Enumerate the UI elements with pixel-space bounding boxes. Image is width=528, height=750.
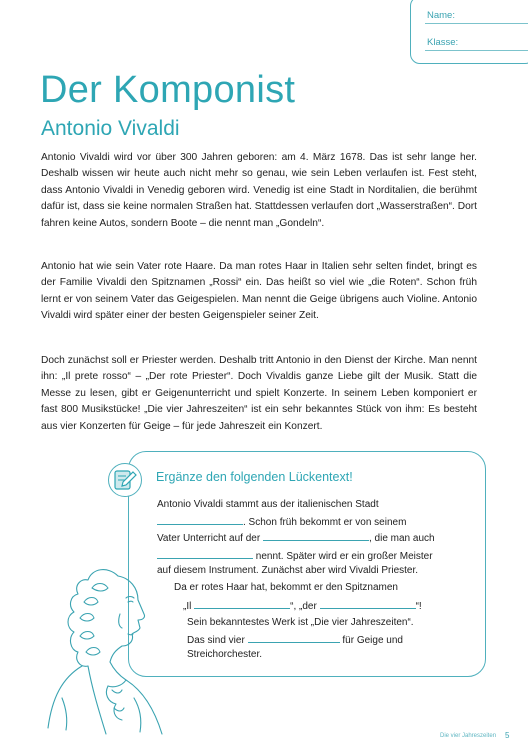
cloze-line-1 bbox=[157, 498, 379, 512]
cloze-text-segment: auf diesem Instrument. Zunächst aber wird Vivaldi Priester. bbox=[157, 565, 419, 576]
cloze-text-segment: “, „der bbox=[290, 601, 317, 612]
cloze-line-2 bbox=[157, 514, 406, 530]
page-number: 5 bbox=[505, 731, 510, 740]
blank-instrument[interactable] bbox=[263, 530, 369, 541]
paragraph-red-hair: Antonio hat wie sein Vater rote Haare. Da man rotes Haar in Italien sehr selten findet, bringt es der Familie Vivaldi den Spitznamen „Rossi“ ein. Das heißt so viel wie „die Roten“. Schon früh lernt er von seinem Vater das Geigespielen. Man nennt die Geige übrigens auch Violine. Antonio Vivaldi wird später einer der besten Geigenspieler seiner Zeit. bbox=[41, 261, 477, 322]
cloze-line-9 bbox=[187, 632, 403, 648]
class-label: Klasse: bbox=[427, 37, 459, 48]
pencil-badge bbox=[108, 463, 142, 497]
class-line[interactable] bbox=[425, 50, 528, 51]
cloze-line-7 bbox=[183, 598, 422, 614]
cloze-line-3 bbox=[157, 530, 435, 546]
cloze-text-segment: Da er rotes Haar hat, bekommt er den Spitznamen bbox=[174, 582, 398, 593]
cloze-line-5 bbox=[157, 564, 418, 578]
paragraph-birth: Antonio Vivaldi wird vor über 300 Jahren geboren: am 4. März 1678. Das ist sehr lange her. Deshalb wissen wir heute auch nicht mehr so genau, wie sein Leben verlaufen ist. Fest steht, dass Antonio Vivaldi in Venedig geboren wird. Venedig ist eine Stadt in Norditalien, die berühmt dafür ist, dass sie keine normalen Straßen hat. Stattdessen verlaufen dort „Wasserstraßen“. Dort fahren keine Autos, sondern Boote – die nennt man „Gondeln“. bbox=[41, 152, 477, 229]
cloze-text-segment: Antonio Vivaldi stammt aus der italienischen Stadt bbox=[157, 499, 379, 510]
cloze-text-segment: Vater Unterricht auf der bbox=[157, 533, 261, 544]
page-subtitle: Antonio Vivaldi bbox=[41, 117, 180, 140]
cloze-line-10 bbox=[187, 648, 262, 662]
cloze-text-segment: , die man auch bbox=[368, 533, 435, 544]
cloze-text-segment: „Il bbox=[183, 601, 192, 612]
pencil-icon bbox=[113, 468, 137, 492]
cloze-text-segment: . Schon früh bekommt er von seinem bbox=[243, 517, 407, 528]
cloze-text-segment: “! bbox=[415, 601, 422, 612]
name-class-box bbox=[410, 0, 528, 64]
name-label: Name: bbox=[427, 10, 455, 21]
cloze-text-segment: nennt. Später wird er ein großer Meister bbox=[255, 551, 433, 562]
page-title: Der Komponist bbox=[40, 69, 296, 111]
cloze-line-4 bbox=[157, 548, 433, 564]
cloze-text-segment: Streichorchester. bbox=[187, 649, 263, 660]
cloze-line-8 bbox=[187, 616, 414, 630]
cloze-line-6 bbox=[174, 581, 398, 595]
blank-concertos[interactable] bbox=[248, 632, 340, 643]
vivaldi-portrait-illustration bbox=[22, 558, 172, 738]
blank-city[interactable] bbox=[157, 514, 243, 525]
blank-nickname-italian[interactable] bbox=[194, 598, 290, 609]
cloze-text-segment: Das sind vier bbox=[187, 635, 245, 646]
name-line[interactable] bbox=[425, 23, 528, 24]
task-title: Ergänze den folgenden Lückentext! bbox=[156, 470, 353, 484]
blank-nickname-german[interactable] bbox=[320, 598, 416, 609]
paragraph-priest: Doch zunächst soll er Priester werden. Deshalb tritt Antonio in den Dienst der Kirche. Man nennt ihn: „Il prete rosso“ – „Der rote Priester“. Doch Vivaldis ganze Liebe gilt der Musik. Statt die Messe zu lesen, gibt er Geigenunterricht und spielt Konzerte. In seinem Leben komponiert er fast 800 Musikstücke! „Die vier Jahreszeiten“ ist ein sehr bekanntes Stück von ihm: Es besteht aus vier Konzerten für Geige – für jede Jahreszeit ein Konzert. bbox=[41, 355, 477, 432]
footer-source: Die vier Jahreszeiten bbox=[440, 733, 497, 739]
cloze-text-segment: Sein bekanntestes Werk ist „Die vier Jahreszeiten“. bbox=[187, 617, 414, 628]
cloze-text-segment: für Geige und bbox=[342, 635, 403, 646]
